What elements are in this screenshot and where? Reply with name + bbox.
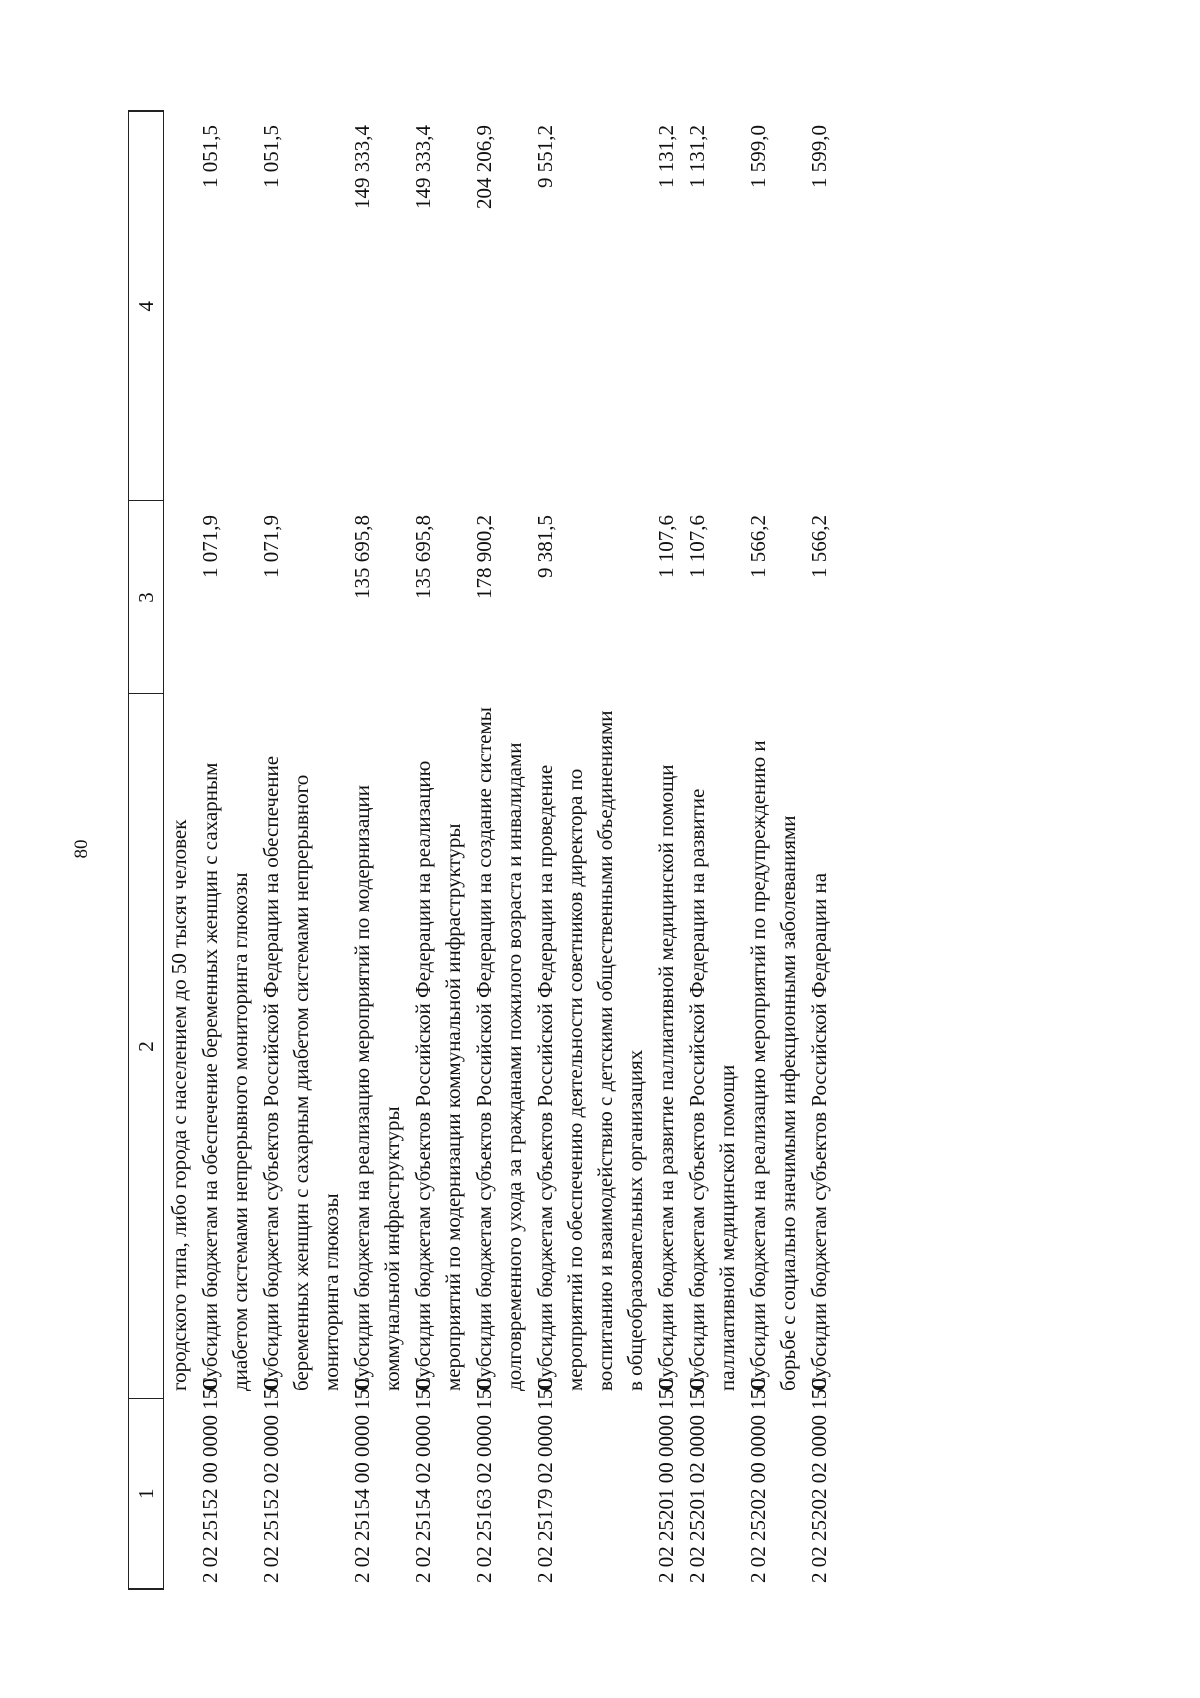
- table-row: [347, 111, 408, 1589]
- value-col3-cell: [164, 501, 196, 694]
- budget-code-cell: 2 02 25201 00 0000 150: [654, 1378, 678, 1583]
- value-col4-cell: 9 551,2: [533, 125, 557, 188]
- value-col4-cell: 1 599,0: [746, 125, 770, 188]
- budget-code-cell: 2 02 25163 02 0000 150: [472, 1378, 496, 1583]
- table-row: [530, 111, 651, 1589]
- header-col-1: 1: [129, 1399, 164, 1589]
- budget-code-cell: 2 02 25202 00 0000 150: [746, 1378, 770, 1583]
- budget-table: [128, 110, 835, 1590]
- value-col4-cell: 149 333,4: [411, 125, 435, 209]
- table-row: [743, 111, 804, 1589]
- table-row: [651, 111, 682, 1589]
- value-col4-cell: 204 206,9: [472, 125, 496, 209]
- header-col-4: 4: [129, 111, 164, 501]
- table-row: [469, 111, 530, 1589]
- description-cell: Субсидии бюджетам субъектов Российской Федерации на создание системы долговременного ухода за гражданами пожилого возраста и инвалидами: [472, 707, 526, 1391]
- header-col-3: 3: [129, 501, 164, 694]
- description-cell: Субсидии бюджетам на развитие паллиативной медицинской помощи: [654, 764, 678, 1391]
- value-col3-cell: 1 071,9: [198, 515, 222, 578]
- value-col4-cell: 149 333,4: [350, 125, 374, 209]
- budget-code-cell: 2 02 25152 00 0000 150: [198, 1378, 222, 1583]
- description-cell: Субсидии бюджетам субъектов Российской Федерации на развитие паллиативной медицинской помощи: [685, 788, 739, 1391]
- value-col4-cell: 1 131,2: [685, 125, 709, 188]
- value-col4-cell: 1 051,5: [259, 125, 283, 188]
- value-col3-cell: 135 695,8: [411, 515, 435, 599]
- value-col4-cell: 1 051,5: [198, 125, 222, 188]
- budget-table-container: [128, 112, 1162, 1590]
- table-row: [195, 111, 256, 1589]
- description-cell: Субсидии бюджетам субъектов Российской Федерации на обеспечение беременных женщин с сахарным диабетом системами непрерывного мониторинга глюкозы: [259, 755, 343, 1391]
- table-row: [682, 111, 743, 1589]
- description-cell: городского типа, либо города с населением до 50 тысяч человек: [167, 819, 191, 1391]
- table-body: [164, 111, 836, 1589]
- budget-code-cell: 2 02 25154 00 0000 150: [350, 1378, 374, 1583]
- description-cell: Субсидии бюджетам субъектов Российской Федерации на реализацию мероприятий по модернизации коммунальной инфраструктуры: [411, 760, 465, 1391]
- table-header-row: [129, 111, 164, 1589]
- description-cell: Субсидии бюджетам на реализацию мероприятий по предупреждению и борьбе с социально значимыми инфекционными заболеваниями: [746, 740, 800, 1391]
- value-col3-cell: 9 381,5: [533, 515, 557, 578]
- budget-code-cell: 2 02 25179 02 0000 150: [533, 1378, 557, 1583]
- table-row: [256, 111, 347, 1589]
- budget-code-cell: 2 02 25154 02 0000 150: [411, 1378, 435, 1583]
- table-row: [408, 111, 469, 1589]
- value-col3-cell: 1 071,9: [259, 515, 283, 578]
- value-col3-cell: 1 566,2: [807, 515, 831, 578]
- value-col3-cell: 1 107,6: [654, 515, 678, 578]
- table-row: [804, 111, 835, 1589]
- value-col3-cell: 178 900,2: [472, 515, 496, 599]
- budget-code-cell: 2 02 25152 02 0000 150: [259, 1378, 283, 1583]
- value-col3-cell: 135 695,8: [350, 515, 374, 599]
- description-cell: Субсидии бюджетам субъектов Российской Федерации на проведение мероприятий по обеспечению деятельности советников директора по воспитанию и взаимодействию с детскими общественными объединениями в общеобразовательных организациях: [533, 710, 647, 1391]
- header-col-2: 2: [129, 694, 164, 1399]
- budget-code-cell: 2 02 25201 02 0000 150: [685, 1378, 709, 1583]
- value-col3-cell: 1 566,2: [746, 515, 770, 578]
- value-col4-cell: 1 599,0: [807, 125, 831, 188]
- value-col4-cell: 1 131,2: [654, 125, 678, 188]
- description-cell: Субсидии бюджетам на обеспечение беременных женщин с сахарным диабетом системами непрерывного мониторинга глюкозы: [198, 762, 252, 1391]
- value-col3-cell: 1 107,6: [685, 515, 709, 578]
- table-row: [164, 111, 196, 1589]
- budget-code-cell: [164, 1399, 196, 1589]
- description-cell: Субсидии бюджетам субъектов Российской Федерации на: [807, 872, 831, 1391]
- value-col4-cell: [164, 111, 196, 501]
- description-cell: Субсидии бюджетам на реализацию мероприятий по модернизации коммунальной инфраструктуры: [350, 785, 404, 1391]
- budget-code-cell: 2 02 25202 02 0000 150: [807, 1378, 831, 1583]
- page-number: 80: [71, 839, 92, 859]
